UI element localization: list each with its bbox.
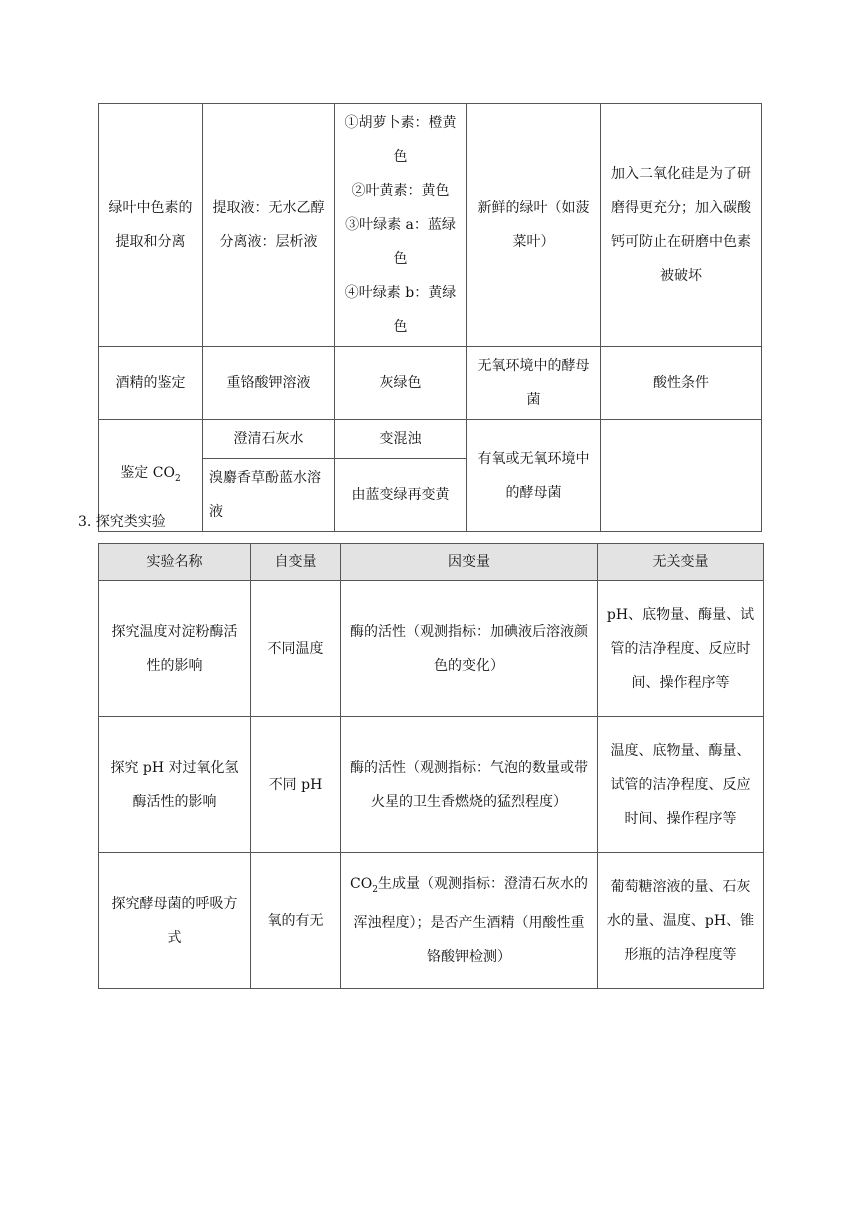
experiment-table — [98, 543, 764, 989]
reagent-cell: 重铬酸钾溶液 — [203, 347, 335, 420]
result-cell — [335, 104, 467, 347]
column-header: 自变量 — [251, 544, 341, 581]
independent-variable: 氧的有无 — [251, 853, 341, 989]
table-row — [99, 717, 764, 853]
irrelevant-variables: 温度、底物量、酶量、试管的洁净程度、反应时间、操作程序等 — [598, 717, 764, 853]
table-header-row — [99, 544, 764, 581]
reagent-table — [98, 103, 762, 532]
result-cell: 灰绿色 — [335, 347, 467, 420]
column-header: 实验名称 — [99, 544, 251, 581]
dependent-text: CO — [350, 875, 373, 892]
note-cell — [601, 420, 762, 532]
name-text: 鉴定 CO — [120, 464, 175, 481]
table-row — [99, 420, 762, 459]
reagent-cell: 溴麝香草酚蓝水溶液 — [203, 459, 335, 532]
reagent-line: 提取液：无水乙醇 — [212, 200, 325, 216]
result-line: ③叶绿素 a：蓝绿色 — [345, 217, 456, 267]
table-row — [99, 581, 764, 717]
note-cell: 加入二氧化硅是为了研磨得更充分；加入碳酸钙可防止在研磨中色素被破坏 — [601, 104, 762, 347]
result-line: ④叶绿素 b：黄绿色 — [344, 285, 457, 335]
material-cell: 无氧环境中的酵母菌 — [467, 347, 601, 420]
independent-variable: 不同温度 — [251, 581, 341, 717]
table-row — [99, 104, 762, 347]
column-header: 因变量 — [341, 544, 598, 581]
result-cell: 变混浊 — [335, 420, 467, 459]
experiment-name: 绿叶中色素的提取和分离 — [99, 104, 203, 347]
result-line: ②叶黄素：黄色 — [351, 183, 450, 199]
subscript: 2 — [372, 884, 378, 895]
column-header: 无关变量 — [598, 544, 764, 581]
irrelevant-variables: pH、底物量、酶量、试管的洁净程度、反应时间、操作程序等 — [598, 581, 764, 717]
experiment-name: 酒精的鉴定 — [99, 347, 203, 420]
dependent-variable: 酶的活性（观测指标：加碘液后溶液颜色的变化） — [341, 581, 598, 717]
table-row — [99, 853, 764, 989]
dependent-text: 生成量（观测指标：澄清石灰水的浑浊程度）；是否产生酒精（用酸性重铬酸钾检测） — [353, 875, 588, 966]
result-line: ①胡萝卜素：橙黄色 — [344, 115, 457, 165]
note-cell: 酸性条件 — [601, 347, 762, 420]
subscript: 2 — [174, 473, 181, 484]
dependent-variable: 酶的活性（观测指标：气泡的数量或带火星的卫生香燃烧的猛烈程度） — [341, 717, 598, 853]
reagent-line: 分离液：层析液 — [219, 234, 318, 250]
independent-variable: 不同 pH — [251, 717, 341, 853]
irrelevant-variables: 葡萄糖溶液的量、石灰水的量、温度、pH、锥形瓶的洁净程度等 — [598, 853, 764, 989]
experiment-name: 探究温度对淀粉酶活性的影响 — [99, 581, 251, 717]
reagent-cell: 澄清石灰水 — [203, 420, 335, 459]
section-heading: 3. 探究类实验 — [78, 514, 166, 530]
material-cell: 有氧或无氧环境中的酵母菌 — [467, 420, 601, 532]
material-cell: 新鲜的绿叶（如菠菜叶） — [467, 104, 601, 347]
reagent-cell — [203, 104, 335, 347]
table-row — [99, 347, 762, 420]
dependent-variable — [341, 853, 598, 989]
experiment-name: 探究酵母菌的呼吸方式 — [99, 853, 251, 989]
result-cell: 由蓝变绿再变黄 — [335, 459, 467, 532]
experiment-name: 探究 pH 对过氧化氢酶活性的影响 — [99, 717, 251, 853]
